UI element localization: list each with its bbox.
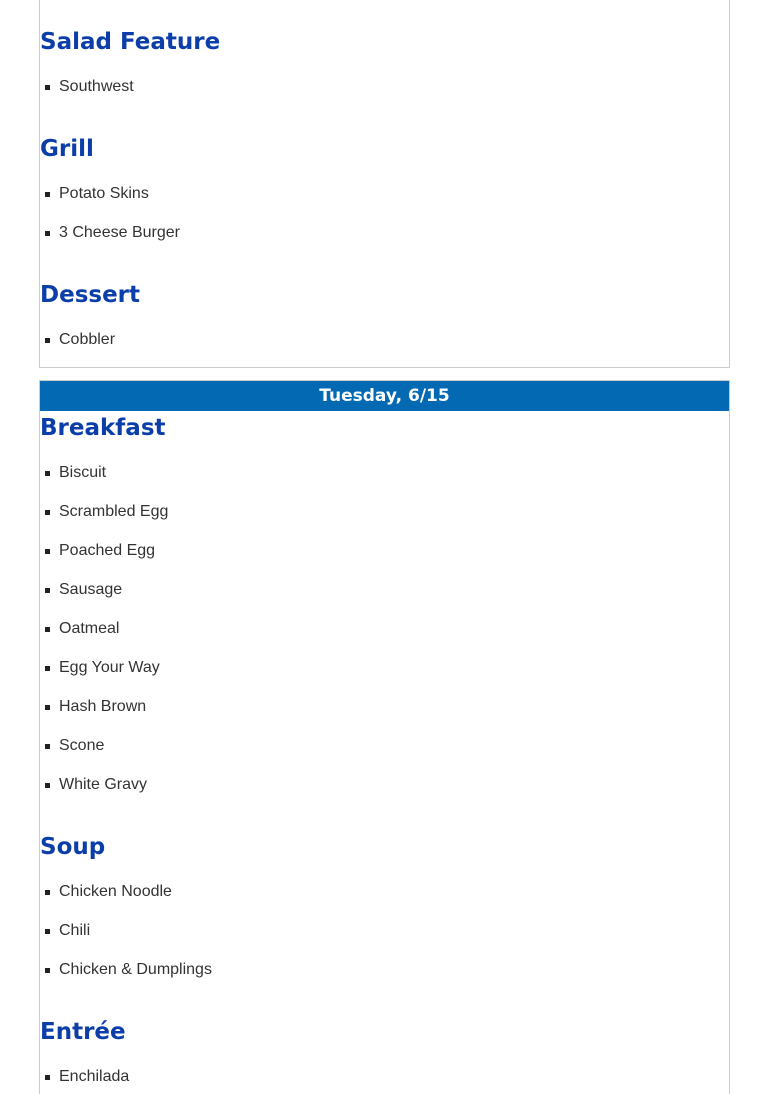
bullet-icon	[45, 338, 50, 343]
list-item	[40, 960, 729, 999]
menu-item-label: 3 Cheese Burger	[59, 224, 180, 241]
day-card-previous	[39, 0, 730, 368]
section-title: Breakfast	[40, 415, 166, 441]
bullet-icon	[45, 705, 50, 710]
item-list	[40, 882, 729, 999]
menu-item-label: Enchilada	[59, 1068, 130, 1085]
menu-item-label: Poached Egg	[59, 542, 156, 559]
list-item	[40, 736, 729, 775]
list-item	[40, 619, 729, 658]
bullet-icon	[45, 968, 50, 973]
section-title: Grill	[40, 136, 94, 162]
bullet-icon	[45, 744, 50, 749]
bullet-icon	[45, 783, 50, 788]
list-item	[40, 882, 729, 921]
menu-section-dessert	[40, 280, 729, 369]
menu-section-salad-feature	[40, 27, 729, 116]
menu-item-label: Scone	[59, 737, 105, 754]
item-list	[40, 77, 729, 116]
bullet-icon	[45, 510, 50, 515]
menu-item-label: White Gravy	[59, 776, 148, 793]
bullet-icon	[45, 231, 50, 236]
menu-item-label: Chili	[59, 922, 91, 939]
bullet-icon	[45, 192, 50, 197]
section-title: Entrée	[40, 1019, 126, 1045]
list-item	[40, 541, 729, 580]
item-list	[40, 184, 729, 262]
menu-item-label: Scrambled Egg	[59, 503, 169, 520]
menu-section-entree	[40, 1017, 729, 1094]
item-list	[40, 463, 729, 814]
section-title: Salad Feature	[40, 29, 221, 55]
menu-item-label: Hash Brown	[59, 698, 147, 715]
bullet-icon	[45, 890, 50, 895]
menu-item-label: Chicken Noodle	[59, 883, 172, 900]
menu-section-breakfast	[40, 413, 729, 814]
list-item	[40, 223, 729, 262]
menu-item-label: Potato Skins	[59, 185, 149, 202]
menu-section-grill	[40, 134, 729, 262]
item-list	[40, 330, 729, 369]
list-item	[40, 502, 729, 541]
menu-item-label: Cobbler	[59, 331, 116, 348]
bullet-icon	[45, 471, 50, 476]
bullet-icon	[45, 588, 50, 593]
list-item	[40, 463, 729, 502]
bullet-icon	[45, 627, 50, 632]
list-item	[40, 580, 729, 619]
list-item	[40, 77, 729, 116]
section-title: Soup	[40, 834, 106, 860]
section-title: Dessert	[40, 282, 141, 308]
menu-item-label: Southwest	[59, 78, 134, 95]
menu-section-soup	[40, 832, 729, 999]
bullet-icon	[45, 85, 50, 90]
item-list	[40, 1067, 729, 1094]
bullet-icon	[45, 929, 50, 934]
bullet-icon	[45, 666, 50, 671]
list-item	[40, 184, 729, 223]
menu-item-label: Chicken & Dumplings	[59, 961, 212, 978]
menu-item-label: Egg Your Way	[59, 659, 160, 676]
list-item	[40, 330, 729, 369]
bullet-icon	[45, 1075, 50, 1080]
bullet-icon	[45, 549, 50, 554]
list-item	[40, 775, 729, 814]
day-card-tuesday	[39, 380, 730, 1094]
list-item	[40, 658, 729, 697]
list-item	[40, 1067, 729, 1094]
list-item	[40, 697, 729, 736]
list-item	[40, 921, 729, 960]
menu-item-label: Oatmeal	[59, 620, 120, 637]
menu-item-label: Sausage	[59, 581, 123, 598]
menu-item-label: Biscuit	[59, 464, 107, 481]
day-header: Tuesday, 6/15	[40, 381, 729, 411]
